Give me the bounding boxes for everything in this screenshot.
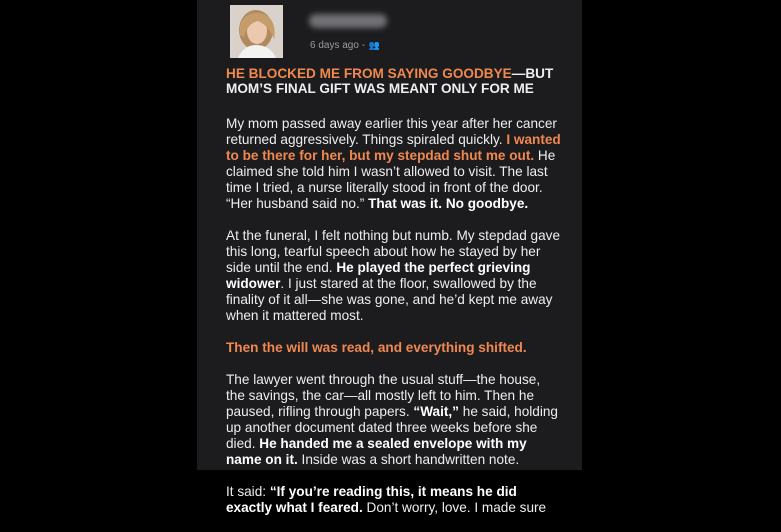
p2-text-2: . I just stared at the floor, swallowed by the finality of it all—she was gone, and he’d kept me away when it mattered most. [226,276,553,323]
p4-bold-quote: “Wait,” [413,404,459,419]
p5-bold: “If you’re reading this, it means he did exactly what I feared. [226,484,517,515]
people-icon: 👥 [368,40,381,50]
paragraph-2 [226,228,561,324]
post-body [226,66,561,532]
paragraph-1 [226,116,561,212]
p4-text-2: he said, holding up another document dated three weeks before she died. [226,404,558,451]
p4-text: The lawyer went through the usual stuff—the house, the savings, the car—all mostly left to him. Then he paused, rifling through papers. [226,372,541,419]
p4-bold: He handed me a sealed envelope with my name on it. [226,436,527,467]
author-name-blurred[interactable] [309,14,387,28]
avatar-photo [230,5,283,58]
p5-text: It said: [226,484,270,499]
p1-bold: That was it. No goodbye. [368,196,529,211]
title-rest: —BUT MOM’S FINAL GIFT WAS MEANT ONLY FOR ME [226,66,554,96]
p1-text-2: He claimed she told him I wasn’t allowed to visit. The last time I tried, a nurse literally stood in front of the door. “Her husband said no.” [226,148,556,211]
paragraph-5 [226,484,561,516]
p4-text-3: Inside was a short handwritten note. [297,452,520,467]
post-time: 6 days ago - [310,40,366,51]
post-card [197,0,582,515]
title-highlight: HE BLOCKED ME FROM SAYING GOODBYE [226,66,512,81]
post-meta [310,40,380,51]
p2-bold: He played the perfect grieving widower [226,260,531,291]
post-title [226,66,561,96]
p1-text: My mom passed away earlier this year after her cancer returned aggressively. Things spiraled quickly. [226,116,557,147]
paragraph-3: Then the will was read, and everything shifted. [226,340,527,355]
paragraph-4 [226,372,561,468]
avatar[interactable] [230,5,283,58]
p5-text-2: Don’t worry, love. I made sure [362,500,547,515]
p1-highlight: I wanted to be there for her, but my stepdad shut me out. [226,132,561,163]
p2-text: At the funeral, I felt nothing but numb. My stepdad gave this long, tearful speech about how he stayed by her side until the end. [226,228,561,275]
